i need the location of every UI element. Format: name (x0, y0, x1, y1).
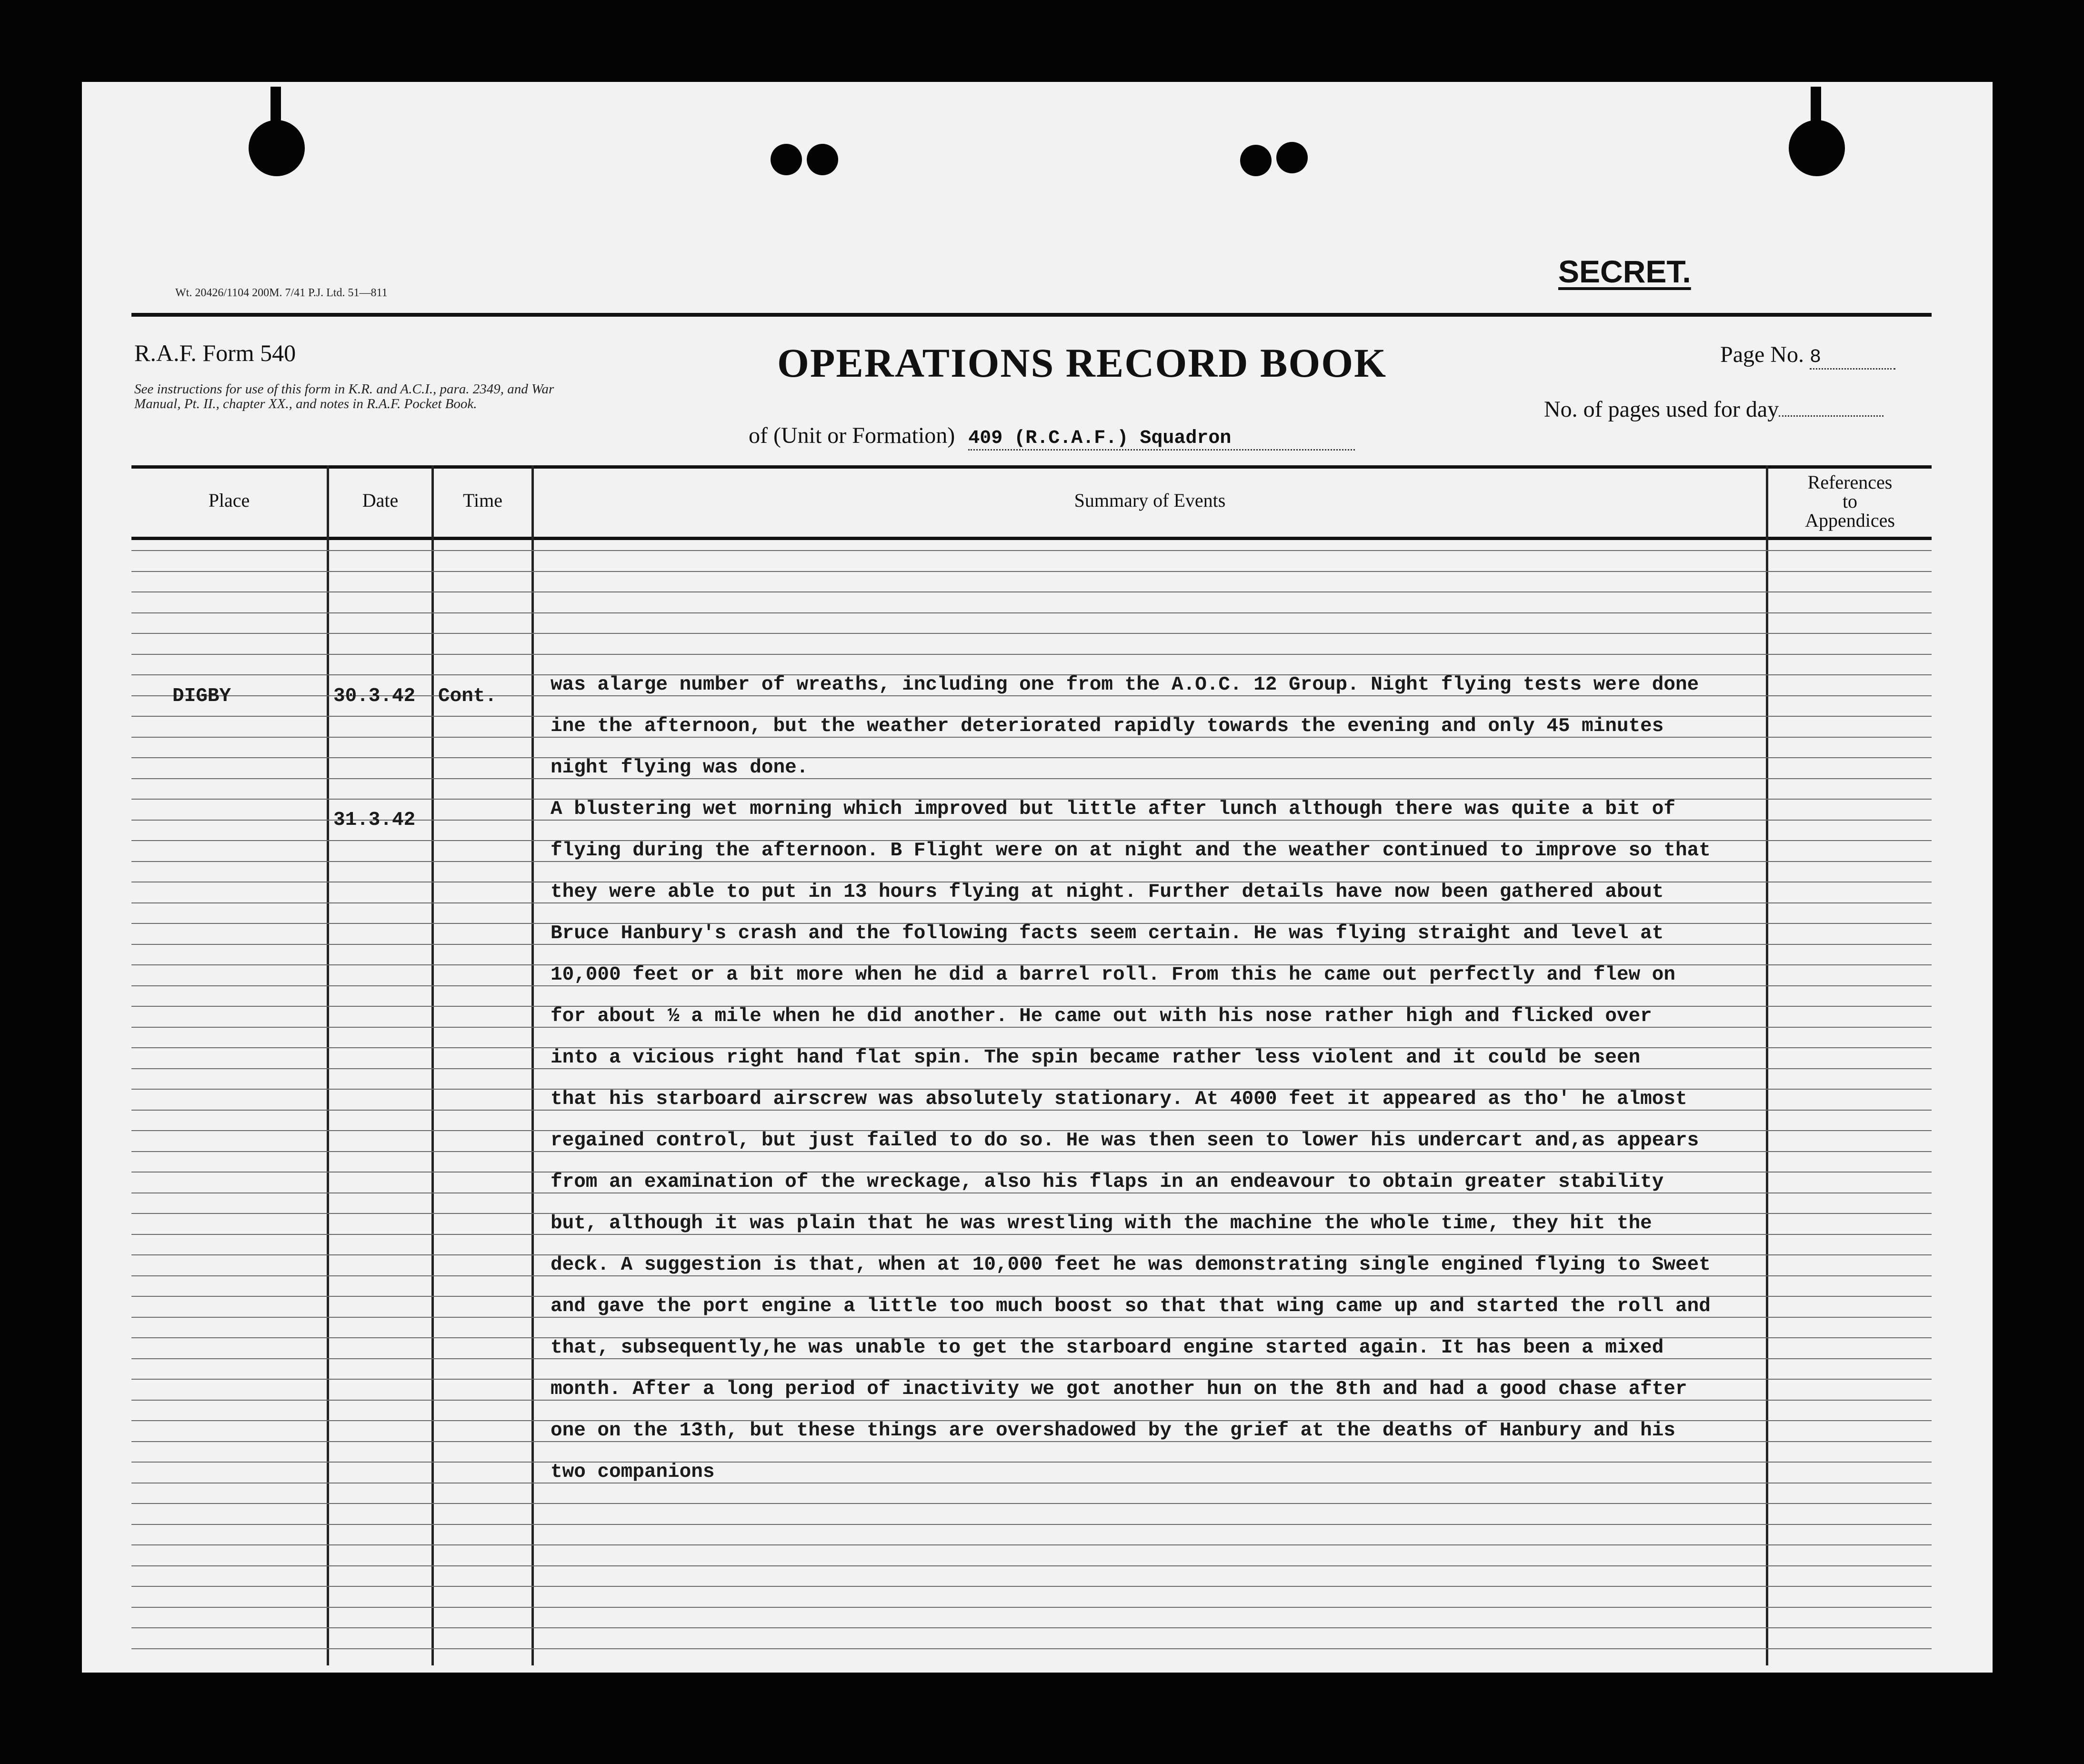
summary-line: night flying was done. (551, 757, 809, 779)
summary-line: from an examination of the wreckage, also his flaps in an endeavour to obtain greater stability (551, 1171, 1664, 1193)
page-number-value: 8 (1810, 347, 1895, 370)
references-label-line: References (1807, 471, 1893, 493)
references-label-line: Appendices (1805, 510, 1895, 531)
column-divider (327, 465, 329, 1665)
summary-line: for about ½ a mile when he did another. He came out with his nose rather high and flicked over (551, 1005, 1652, 1027)
summary-line: flying during the afternoon. B Flight were on at night and the weather continued to improve so that (551, 840, 1711, 862)
ruled-line (131, 1627, 1932, 1628)
pages-used-label: No. of pages used for day (1544, 397, 1779, 422)
ruled-line (131, 1565, 1932, 1566)
punch-hole (1276, 142, 1308, 173)
summary-line: two companions (551, 1461, 715, 1483)
page-title: OPERATIONS RECORD BOOK (777, 340, 1387, 386)
binder-hole-right (1789, 120, 1845, 176)
punch-hole (807, 144, 838, 175)
punch-hole (771, 144, 802, 175)
column-divider (531, 465, 534, 1665)
ruled-line (131, 633, 1932, 634)
summary-line: that his starboard airscrew was absolutely stationary. At 4000 feet it appeared as tho' he almost (551, 1088, 1687, 1110)
summary-line: A blustering wet morning which improved but little after lunch although there was quite a bit of (551, 798, 1675, 820)
ruled-line (131, 654, 1932, 655)
page-number-label: Page No. (1720, 342, 1804, 367)
summary-line: but, although it was plain that he was wrestling with the machine the whole time, they hit the (551, 1213, 1652, 1234)
summary-line: into a vicious right hand flat spin. The spin became rather less violent and it could be seen (551, 1047, 1641, 1069)
pages-used-value (1779, 415, 1884, 417)
ruled-line (131, 1524, 1932, 1525)
binder-tab-right (1811, 87, 1821, 125)
binder-tab-left (271, 87, 281, 125)
place-cell: DIGBY (172, 685, 231, 707)
column-divider (431, 465, 434, 1665)
date-cell: 30.3.42 (333, 685, 416, 707)
time-cell: Cont. (438, 685, 497, 707)
form-id: R.A.F. Form 540 (134, 340, 296, 366)
ruled-line (131, 1607, 1932, 1608)
binder-hole-left (249, 120, 305, 176)
punch-hole (1240, 145, 1272, 176)
references-label-line: to (1842, 491, 1858, 512)
events-table (131, 465, 1932, 1665)
table-top-rule (131, 465, 1932, 469)
ruled-line (131, 612, 1932, 613)
form-instructions: See instructions for use of this form in K.R. and A.C.I., para. 2349, and War Manual, Pt. II., chapter XX., and notes in R.A.F. Pocket Book. (134, 381, 554, 411)
print-code: Wt. 20426/1104 200M. 7/41 P.J. Ltd. 51—811 (175, 287, 388, 299)
ruled-line (131, 1503, 1932, 1504)
unit-label: of (Unit or Formation) (749, 423, 955, 448)
summary-line: ine the afternoon, but the weather deteriorated rapidly towards the evening and only 45 minutes (551, 715, 1664, 737)
ruled-line (131, 550, 1932, 551)
ruled-line (131, 1648, 1932, 1649)
summary-line: regained control, but just failed to do so. He was then seen to lower his undercart and,as appears (551, 1130, 1699, 1152)
pages-used-for-day (1544, 396, 1884, 422)
form-sheet (82, 82, 1993, 1673)
column-header-date: Date (362, 490, 399, 511)
ruled-line (131, 1544, 1932, 1545)
summary-line: Bruce Hanbury's crash and the following facts seem certain. He was flying straight and level at (551, 922, 1664, 944)
summary-of-events (551, 664, 1798, 1493)
page-number (1720, 341, 1895, 370)
ruled-line (131, 591, 1932, 592)
column-header-place: Place (208, 490, 250, 511)
summary-line: they were able to put in 13 hours flying at night. Further details have now been gathered about (551, 881, 1664, 903)
unit-line (749, 422, 1355, 449)
summary-line: month. After a long period of inactivity we got another hun on the 8th and had a good chase after (551, 1378, 1687, 1400)
header-rule (131, 313, 1932, 317)
classification-stamp: SECRET. (1558, 254, 1691, 289)
column-header-summary: Summary of Events (1074, 490, 1226, 511)
unit-value: 409 (R.C.A.F.) Squadron (968, 428, 1355, 451)
ruled-line (131, 1586, 1932, 1587)
summary-line: that, subsequently,he was unable to get the starboard engine started again. It has been a mixed (551, 1337, 1664, 1359)
summary-line: deck. A suggestion is that, when at 10,000 feet he was demonstrating single engined flying to Sweet (551, 1254, 1711, 1276)
summary-line: 10,000 feet or a bit more when he did a barrel roll. From this he came out perfectly and flew on (551, 964, 1675, 986)
summary-line: and gave the port engine a little too much boost so that that wing came up and started the roll and (551, 1295, 1711, 1317)
date-cell: 31.3.42 (333, 809, 416, 831)
summary-line: was alarge number of wreaths, including one from the A.O.C. 12 Group. Night flying tests were done (551, 674, 1699, 696)
table-header-rule (131, 537, 1932, 540)
summary-line: one on the 13th, but these things are overshadowed by the grief at the deaths of Hanbury and his (551, 1420, 1675, 1442)
ruled-line (131, 571, 1932, 572)
column-header-time: Time (462, 490, 502, 511)
column-header-references (1768, 473, 1932, 530)
